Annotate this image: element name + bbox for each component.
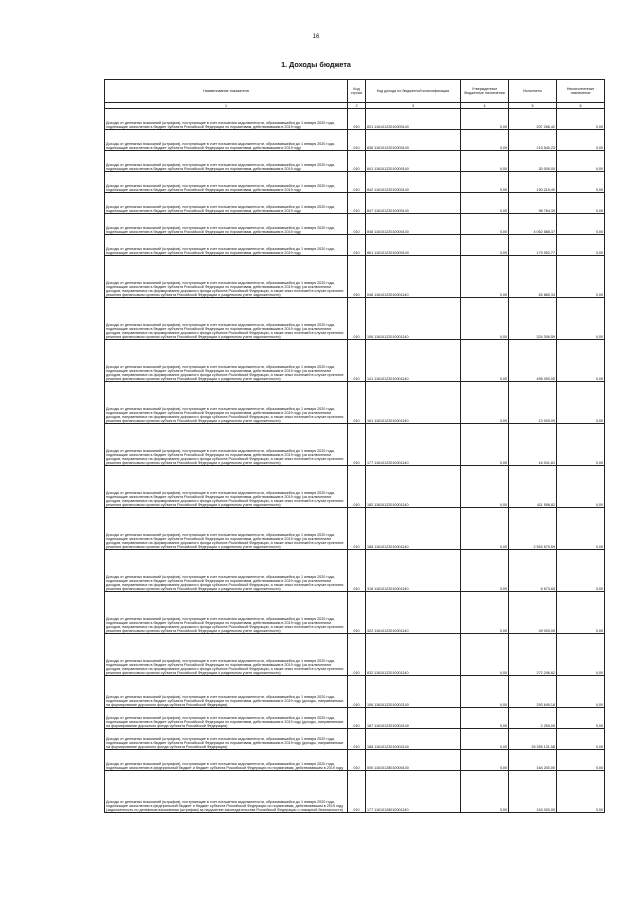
row-budget-code: 177 11610122010001140 — [366, 424, 461, 466]
column-number: 4 — [461, 103, 509, 109]
row-budget-code: 188 11610122010001140 — [366, 508, 461, 550]
row-name: Доходы от денежных взысканий (штрафов), поступающие в счет погашения задолженности, образовавшейся до 1 января 2020 года, подлежащие зачислению в бюджет субъекта Российской Федерации по нормативам, действовавшим в 2019 году (доходы, направляемые на формирование дорожного фонда субъекта Российской Федерации) — [105, 729, 348, 750]
row-unexecuted: 0,00 — [557, 214, 605, 235]
row-line-code: 010 — [348, 750, 366, 771]
row-line-code: 010 — [348, 550, 366, 592]
table-row — [105, 592, 605, 634]
column-number: 6 — [557, 103, 605, 109]
page-title: 1. Доходы бюджета — [281, 60, 351, 69]
row-name: Доходы от денежных взысканий (штрафов), поступающие в счет погашения задолженности, образовавшейся до 1 января 2020 года, подлежащие зачислению в бюджет субъекта Российской Федерации по нормативам, действовавшим в 2019 году — [105, 109, 348, 130]
row-approved: 0,00 — [461, 130, 509, 151]
row-executed: 495 000,00 — [509, 340, 557, 382]
row-name: Доходы от денежных взысканий (штрафов), поступающие в счет погашения задолженности, образовавшейся до 1 января 2020 года, подлежащие зачислению в федеральный бюджет и бюджет субъекта Российской Федерации по нормативам, действовавшим в 2019 году (задолженность по денежным взысканиям (штрафам) за нарушение законодательства Российской Федерации о пожарной безопасности) — [105, 771, 348, 813]
row-executed: 324 306,59 — [509, 298, 557, 340]
row-unexecuted: 0,00 — [557, 382, 605, 424]
row-unexecuted: 0,00 — [557, 729, 605, 750]
row-name: Доходы от денежных взысканий (штрафов), поступающие в счет погашения задолженности, образовавшейся до 1 января 2020 года, подлежащие зачислению в бюджет субъекта Российской Федерации по нормативам, действовавшим в 2019 году (доходы, направляемые на формирование дорожного фонда субъекта Российской Федерации) — [105, 708, 348, 729]
row-unexecuted: 0,00 — [557, 592, 605, 634]
row-name: Доходы от денежных взысканий (штрафов), поступающие в счет погашения задолженности, образовавшейся до 1 января 2020 года, подлежащие зачислению в бюджет субъекта Российской Федерации по нормативам, действовавшим в 2019 году — [105, 193, 348, 214]
row-budget-code: 841 11610122010000140 — [366, 151, 461, 172]
row-budget-code: 861 11610122010000140 — [366, 235, 461, 256]
row-approved: 0,00 — [461, 750, 509, 771]
row-name: Доходы от денежных взысканий (штрафов), поступающие в счет погашения задолженности, образовавшейся до 1 января 2020 года, подлежащие зачислению в бюджет субъекта Российской Федерации по нормативам, действовавшим в 2019 году (за исключением доходов, направляемых на формирование дорожного фонда субъекта Российской Федерации, а также иных платежей в случае принятия решения финансовым органом субъекта Российской Федерации о раздельном учете задолженности) — [105, 298, 348, 340]
header-unexecuted: Неисполненные назначения — [557, 80, 605, 103]
row-budget-code: 048 11610122010001140 — [366, 256, 461, 298]
row-unexecuted: 0,00 — [557, 256, 605, 298]
row-budget-code: 182 11610122010001140 — [366, 466, 461, 508]
row-name: Доходы от денежных взысканий (штрафов), поступающие в счет погашения задолженности, образовавшейся до 1 января 2020 года, подлежащие зачислению в бюджет субъекта Российской Федерации по нормативам, действовавшим в 2019 году (за исключением доходов, направляемых на формирование дорожного фонда субъекта Российской Федерации, а также иных платежей в случае принятия решения финансовым органом субъекта Российской Федерации о раздельном учете задолженности) — [105, 424, 348, 466]
row-executed: 293 649,18 — [509, 676, 557, 708]
table-row — [105, 750, 605, 771]
row-approved: 0,00 — [461, 256, 509, 298]
row-approved: 0,00 — [461, 634, 509, 676]
row-name: Доходы от денежных взысканий (штрафов), поступающие в счет погашения задолженности, образовавшейся до 1 января 2020 года, подлежащие зачислению в бюджет субъекта Российской Федерации по нормативам, действовавшим в 2019 году — [105, 235, 348, 256]
row-line-code: 010 — [348, 466, 366, 508]
row-executed: 49 000,00 — [509, 592, 557, 634]
row-approved: 0,00 — [461, 193, 509, 214]
row-budget-code: 848 11610122010000140 — [366, 214, 461, 235]
row-executed: 164 200,00 — [509, 750, 557, 771]
row-budget-code: 161 11610122010001140 — [366, 382, 461, 424]
row-line-code: 010 — [348, 130, 366, 151]
row-budget-code: 318 11610122010001140 — [366, 550, 461, 592]
row-approved: 0,00 — [461, 550, 509, 592]
row-executed: 411 596,82 — [509, 466, 557, 508]
row-name: Доходы от денежных взысканий (штрафов), поступающие в счет погашения задолженности, образовавшейся до 1 января 2020 года, подлежащие зачислению в бюджет субъекта Российской Федерации по нормативам, действовавшим в 2019 году (доходы, направляемые на формирование дорожного фонда субъекта Российской Федерации) — [105, 676, 348, 708]
table-row — [105, 340, 605, 382]
row-name: Доходы от денежных взысканий (штрафов), поступающие в счет погашения задолженности, образовавшейся до 1 января 2020 года, подлежащие зачислению в бюджет субъекта Российской Федерации по нормативам, действовавшим в 2019 году (за исключением доходов, направляемых на формирование дорожного фонда субъекта Российской Федерации, а также иных платежей в случае принятия решения финансовым органом субъекта Российской Федерации о раздельном учете задолженности) — [105, 508, 348, 550]
row-name: Доходы от денежных взысканий (штрафов), поступающие в счет погашения задолженности, образовавшейся до 1 января 2020 года, подлежащие зачислению в бюджет субъекта Российской Федерации по нормативам, действовавшим в 2019 году (за исключением доходов, направляемых на формирование дорожного фонда субъекта Российской Федерации, а также иных платежей в случае принятия решения финансовым органом субъекта Российской Федерации о раздельном учете задолженности) — [105, 634, 348, 676]
table-row — [105, 256, 605, 298]
row-executed: 207 266,42 — [509, 109, 557, 130]
income-table — [104, 79, 605, 813]
row-unexecuted: 0,00 — [557, 466, 605, 508]
column-number: 3 — [366, 103, 461, 109]
row-executed: 272 246,62 — [509, 634, 557, 676]
row-executed: 30 000,00 — [509, 151, 557, 172]
row-budget-code: 106 11610122010002140 — [366, 676, 461, 708]
row-budget-code: 187 11610122010002140 — [366, 708, 461, 729]
header-line-code: Код строки — [348, 80, 366, 103]
row-executed: 2 250,00 — [509, 708, 557, 729]
row-unexecuted: 0,00 — [557, 508, 605, 550]
row-executed: 4 062 888,37 — [509, 214, 557, 235]
row-executed: 163 000,00 — [509, 771, 557, 813]
row-name: Доходы от денежных взысканий (штрафов), поступающие в счет погашения задолженности, образовавшейся до 1 января 2020 года, подлежащие зачислению в бюджет субъекта Российской Федерации по нормативам, действовавшим в 2019 году (за исключением доходов, направляемых на формирование дорожного фонда субъекта Российской Федерации, а также иных платежей в случае принятия решения финансовым органом субъекта Российской Федерации о раздельном учете задолженности) — [105, 550, 348, 592]
row-name: Доходы от денежных взысканий (штрафов), поступающие в счет погашения задолженности, образовавшейся до 1 января 2020 года, подлежащие зачислению в бюджет субъекта Российской Федерации по нормативам, действовавшим в 2019 году (за исключением доходов, направляемых на формирование дорожного фонда субъекта Российской Федерации, а также иных платежей в случае принятия решения финансовым органом субъекта Российской Федерации о раздельном учете задолженности) — [105, 340, 348, 382]
row-name: Доходы от денежных взысканий (штрафов), поступающие в счет погашения задолженности, образовавшейся до 1 января 2020 года, подлежащие зачислению в бюджет субъекта Российской Федерации по нормативам, действовавшим в 2019 году (за исключением доходов, направляемых на формирование дорожного фонда субъекта Российской Федерации, а также иных платежей в случае принятия решения финансовым органом субъекта Российской Федерации о раздельном учете задолженности) — [105, 382, 348, 424]
row-name: Доходы от денежных взысканий (штрафов), поступающие в счет погашения задолженности, образовавшейся до 1 января 2020 года, подлежащие зачислению в бюджет субъекта Российской Федерации по нормативам, действовавшим в 2019 году — [105, 151, 348, 172]
row-unexecuted: 0,00 — [557, 550, 605, 592]
table-row — [105, 676, 605, 708]
row-approved: 0,00 — [461, 466, 509, 508]
row-unexecuted: 0,00 — [557, 771, 605, 813]
table-row — [105, 634, 605, 676]
row-executed: 6 673,65 — [509, 550, 557, 592]
row-unexecuted: 0,00 — [557, 130, 605, 151]
row-line-code: 010 — [348, 771, 366, 813]
row-approved: 0,00 — [461, 424, 509, 466]
row-approved: 0,00 — [461, 151, 509, 172]
row-name: Доходы от денежных взысканий (штрафов), поступающие в счет погашения задолженности, образовавшейся до 1 января 2020 года, подлежащие зачислению в бюджет субъекта Российской Федерации по нормативам, действовавшим в 2019 году — [105, 130, 348, 151]
row-approved: 0,00 — [461, 676, 509, 708]
table-row — [105, 466, 605, 508]
row-budget-code: 847 11610122010000140 — [366, 193, 461, 214]
row-approved: 0,00 — [461, 382, 509, 424]
row-budget-code: 000 11610128010000140 — [366, 750, 461, 771]
header-budget-code: Код дохода по бюджетной классификации — [366, 80, 461, 103]
row-unexecuted: 0,00 — [557, 193, 605, 214]
row-unexecuted: 0,00 — [557, 109, 605, 130]
header-executed: Исполнено — [509, 80, 557, 103]
row-unexecuted: 0,00 — [557, 172, 605, 193]
column-number: 2 — [348, 103, 366, 109]
header-row — [105, 80, 605, 103]
table-row — [105, 708, 605, 729]
row-budget-code: 322 11610122010001140 — [366, 592, 461, 634]
table-body — [105, 109, 605, 813]
table-row — [105, 214, 605, 235]
row-line-code: 010 — [348, 109, 366, 130]
row-unexecuted: 0,00 — [557, 634, 605, 676]
row-line-code: 010 — [348, 214, 366, 235]
table-row — [105, 382, 605, 424]
row-line-code: 010 — [348, 592, 366, 634]
row-executed: 190 215,40 — [509, 172, 557, 193]
row-approved: 0,00 — [461, 771, 509, 813]
table-row — [105, 550, 605, 592]
header-name: Наименование показателя — [105, 80, 348, 103]
table-row — [105, 172, 605, 193]
row-budget-code: 836 11610122010000140 — [366, 130, 461, 151]
row-budget-code: 141 11610122010001140 — [366, 340, 461, 382]
row-approved: 0,00 — [461, 172, 509, 193]
row-unexecuted: 0,00 — [557, 708, 605, 729]
table-row — [105, 130, 605, 151]
row-approved: 0,00 — [461, 708, 509, 729]
row-budget-code: 188 11610122010002140 — [366, 729, 461, 750]
row-executed: 16 041,81 — [509, 424, 557, 466]
row-budget-code: 842 11610122010000140 — [366, 172, 461, 193]
row-line-code: 010 — [348, 256, 366, 298]
row-unexecuted: 0,00 — [557, 151, 605, 172]
row-line-code: 010 — [348, 151, 366, 172]
table-row — [105, 109, 605, 130]
row-approved: 0,00 — [461, 340, 509, 382]
row-line-code: 010 — [348, 193, 366, 214]
table-row — [105, 508, 605, 550]
row-budget-code: 832 11610122010001140 — [366, 634, 461, 676]
row-name: Доходы от денежных взысканий (штрафов), поступающие в счет погашения задолженности, образовавшейся до 1 января 2020 года, подлежащие зачислению в бюджет субъекта Российской Федерации по нормативам, действовавшим в 2019 году (за исключением доходов, направляемых на формирование дорожного фонда субъекта Российской Федерации, а также иных платежей в случае принятия решения финансовым органом субъекта Российской Федерации о раздельном учете задолженности) — [105, 466, 348, 508]
row-executed: 2 563 670,59 — [509, 508, 557, 550]
row-approved: 0,00 — [461, 508, 509, 550]
row-executed: 63 880,34 — [509, 256, 557, 298]
column-number: 1 — [105, 103, 348, 109]
table-row — [105, 235, 605, 256]
column-number: 5 — [509, 103, 557, 109]
row-line-code: 010 — [348, 676, 366, 708]
row-approved: 0,00 — [461, 592, 509, 634]
table-row — [105, 424, 605, 466]
row-name: Доходы от денежных взысканий (штрафов), поступающие в счет погашения задолженности, образовавшейся до 1 января 2020 года, подлежащие зачислению в федеральный бюджет и бюджет субъекта Российской Федерации по нормативам, действовавшим в 2019 году — [105, 750, 348, 771]
row-executed: 215 540,23 — [509, 130, 557, 151]
row-line-code: 010 — [348, 172, 366, 193]
row-unexecuted: 0,00 — [557, 676, 605, 708]
row-line-code: 010 — [348, 708, 366, 729]
row-name: Доходы от денежных взысканий (штрафов), поступающие в счет погашения задолженности, образовавшейся до 1 января 2020 года, подлежащие зачислению в бюджет субъекта Российской Федерации по нормативам, действовавшим в 2019 году (за исключением доходов, направляемых на формирование дорожного фонда субъекта Российской Федерации, а также иных платежей в случае принятия решения финансовым органом субъекта Российской Федерации о раздельном учете задолженности) — [105, 592, 348, 634]
row-approved: 0,00 — [461, 214, 509, 235]
row-line-code: 010 — [348, 340, 366, 382]
row-name: Доходы от денежных взысканий (штрафов), поступающие в счет погашения задолженности, образовавшейся до 1 января 2020 года, подлежащие зачислению в бюджет субъекта Российской Федерации по нормативам, действовавшим в 2019 году — [105, 172, 348, 193]
table-row — [105, 729, 605, 750]
page-number: 16 — [312, 34, 320, 40]
table-row — [105, 151, 605, 172]
row-unexecuted: 0,00 — [557, 424, 605, 466]
row-executed: 35 355 131,58 — [509, 729, 557, 750]
row-approved: 0,00 — [461, 109, 509, 130]
row-line-code: 010 — [348, 298, 366, 340]
row-approved: 0,00 — [461, 298, 509, 340]
row-line-code: 010 — [348, 424, 366, 466]
row-approved: 0,00 — [461, 235, 509, 256]
row-executed: 179 952,77 — [509, 235, 557, 256]
row-unexecuted: 0,00 — [557, 340, 605, 382]
table-row — [105, 298, 605, 340]
row-budget-code: 106 11610122010001140 — [366, 298, 461, 340]
table-row — [105, 771, 605, 813]
table-row — [105, 193, 605, 214]
row-line-code: 010 — [348, 235, 366, 256]
row-line-code: 010 — [348, 634, 366, 676]
row-unexecuted: 0,00 — [557, 750, 605, 771]
row-approved: 0,00 — [461, 729, 509, 750]
row-line-code: 010 — [348, 729, 366, 750]
row-unexecuted: 0,00 — [557, 235, 605, 256]
row-budget-code: 177 11610128010001140 — [366, 771, 461, 813]
row-name: Доходы от денежных взысканий (штрафов), поступающие в счет погашения задолженности, образовавшейся до 1 января 2020 года, подлежащие зачислению в бюджет субъекта Российской Федерации по нормативам, действовавшим в 2019 году — [105, 214, 348, 235]
row-line-code: 010 — [348, 382, 366, 424]
header-approved: Утвержденные бюджетные назначения — [461, 80, 509, 103]
row-budget-code: 831 11610122010000140 — [366, 109, 461, 130]
row-name: Доходы от денежных взысканий (штрафов), поступающие в счет погашения задолженности, образовавшейся до 1 января 2020 года, подлежащие зачислению в бюджет субъекта Российской Федерации по нормативам, действовавшим в 2019 году (за исключением доходов, направляемых на формирование дорожного фонда субъекта Российской Федерации, а также иных платежей в случае принятия решения финансовым органом субъекта Российской Федерации о раздельном учете задолженности) — [105, 256, 348, 298]
row-line-code: 010 — [348, 508, 366, 550]
row-executed: 13 000,00 — [509, 382, 557, 424]
row-unexecuted: 0,00 — [557, 298, 605, 340]
row-executed: 98 764,30 — [509, 193, 557, 214]
